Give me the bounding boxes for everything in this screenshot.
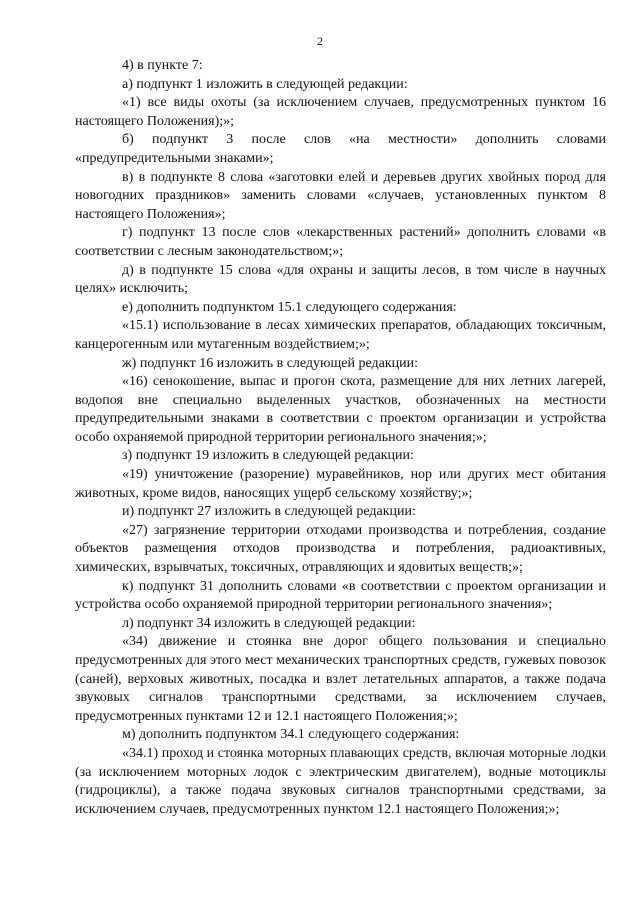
page-number: 2	[317, 34, 323, 48]
paragraph: «34.1) проход и стоянка моторных плавающих средств, включая моторные лодки (за исключением моторных лодок с электрическим двигателем), водные мотоциклы (гидроциклы), а также подача звуковых сигналов транспортными средствами, за исключением случаев, предусмотренных пунктом 12.1 настоящего Положения;»;	[75, 745, 606, 817]
paragraph: б) подпункт 3 после слов «на местности» дополнить словами «предупредительными знаками»;	[75, 132, 606, 166]
paragraph: «1) все виды охоты (за исключением случаев, предусмотренных пунктом 16 настоящего Положения);»;	[75, 95, 606, 129]
paragraph: м) дополнить подпунктом 34.1 следующего содержания:	[122, 727, 460, 743]
paragraph: ж) подпункт 16 изложить в следующей редакции:	[122, 355, 419, 371]
paragraph: «15.1) использование в лесах химических препаратов, обладающих токсичным, канцерогенным или мутагенным воздействием;»;	[75, 318, 606, 352]
paragraph: г) подпункт 13 после слов «лекарственных растений» дополнить словами «в соответствии с лесным законодательством;»;	[75, 225, 606, 259]
paragraph: «27) загрязнение территории отходами производства и потребления, создание объектов размещения отходов производства и потребления, радиоактивных, химических, взрывчатых, токсичных, отравляющих и ядовитых веществ;»;	[75, 522, 606, 576]
paragraph: «19) уничтожение (разорение) муравейников, нор или других мест обитания животных, кроме видов, наносящих ущерб сельскому хозяйству;»;	[75, 467, 606, 501]
paragraph: е) дополнить подпунктом 15.1 следующего содержания:	[122, 299, 457, 315]
paragraph: а) подпункт 1 изложить в следующей редакции:	[122, 76, 408, 92]
paragraph: 4) в пункте 7:	[122, 58, 203, 73]
paragraph: з) подпункт 19 изложить в следующей редакции:	[122, 448, 414, 464]
paragraph: к) подпункт 31 дополнить словами «в соответствии с проектом организации и устройства особо охраняемой природной территории регионального значения»;	[75, 578, 606, 613]
paragraph: и) подпункт 27 изложить в следующей редакции:	[122, 504, 416, 520]
paragraph: «16) сенокошение, выпас и прогон скота, размещение для них летних лагерей, водопоя вне специально выделенных участков, обозначенных на местности предупредительными знаками в соответствии с проектом организации и устройства особо охраняемой природной территории регионального значения;»;	[75, 374, 606, 445]
paragraph: в) в подпункте 8 слова «заготовки елей и деревьев других хвойных пород для новогодних праздников» заменить словами «случаев, установленных пунктом 8 настоящего Положения»;	[75, 169, 606, 222]
paragraph: «34) движение и стоянка вне дорог общего пользования и специально предусмотренных для этого мест механических транспортных средств, гужевых повозок (саней), верховых животных, посадка и взлет летательных аппаратов, а также подача звуковых сигналов транспортными средствами, за исключением случаев, предусмотренных пунктами 12 и 12.1 настоящего Положения;»;	[75, 634, 606, 724]
paragraph: л) подпункт 34 изложить в следующей редакции:	[122, 615, 416, 631]
paragraph: д) в подпункте 15 слова «для охраны и защиты лесов, в том числе в научных целях» исключить;	[75, 262, 606, 297]
document-body	[75, 57, 606, 819]
